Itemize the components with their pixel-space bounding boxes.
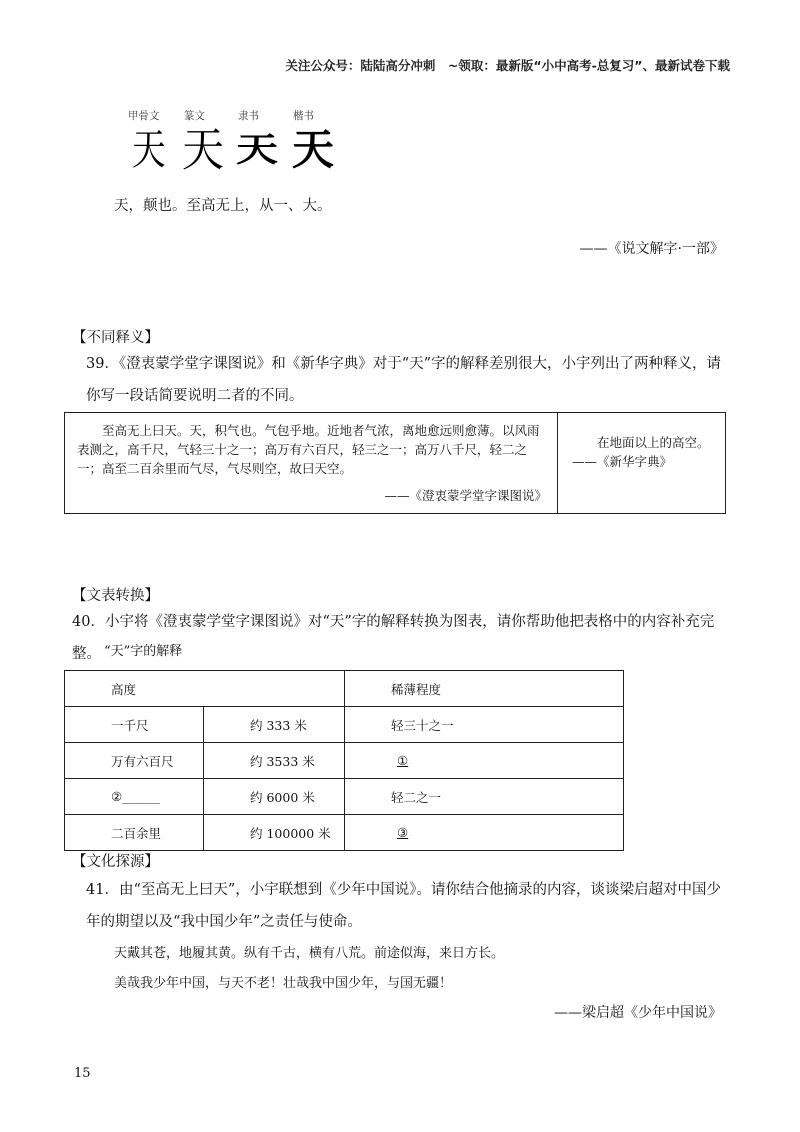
- label-seal-script: 篆文: [184, 110, 205, 122]
- header-height: 高度: [65, 671, 345, 707]
- table-title: “天”字的解释: [104, 644, 183, 659]
- poem-line-2: 美哉我少年中国，与天不老！壮哉我中国少年，与国无疆！: [114, 976, 453, 991]
- question-40: 40．小宇将《澄衷蒙学堂字课图说》对“天”字的解释转换为图表，请你帮助他把表格中的内容补充完整。: [72, 614, 715, 662]
- question-39: 39．《澄衷蒙学堂字课图说》和《新华字典》对于“天”字的解释差别很大，小宇列出了两种释义，请你写一段话简要说明二者的不同。: [86, 356, 722, 404]
- poem-line-1: 天戴其苍，地履其黄。纵有千古，横有八荒。前途似海，来日方长。: [114, 946, 505, 961]
- label-oracle-bone: 甲骨文: [128, 110, 160, 122]
- cell-height-meters: 约 100000 米: [204, 815, 345, 851]
- header-thinness: 稀薄程度: [345, 671, 624, 707]
- cell-height-ancient: 万有六百尺: [65, 743, 204, 779]
- cell-thinness: 轻二之一: [345, 779, 624, 815]
- shuowen-definition: 天，颠也。至高无上，从一、大。: [114, 198, 332, 214]
- answer-blank-3[interactable]: [345, 815, 624, 851]
- label-clerical-script: 隶书: [238, 110, 259, 122]
- cell-height-meters: 约 6000 米: [204, 779, 345, 815]
- blank-3-marker: ③: [397, 825, 409, 840]
- cell-height-ancient: 二百余里: [65, 815, 204, 851]
- question-41: 41．由“至高无上曰天”，小宇联想到《少年中国说》。请你结合他摘录的内容，谈谈梁启超对中国少年的期望以及“我中国少年”之责任与使命。: [86, 882, 722, 930]
- tian-explanation-table: [64, 670, 624, 851]
- glyph-seal-script: 天: [182, 122, 225, 177]
- page-header: 关注公众号：陆陆高分冲刺 ~领取：最新版“小中高考-总复习”、最新试卷下载: [285, 58, 730, 73]
- section-heading-culture: 【文化探源】: [72, 854, 159, 870]
- poem-source: ——梁启超《少年中国说》: [554, 1005, 722, 1021]
- answer-blank-2[interactable]: ②______: [65, 779, 204, 815]
- section-heading-different-meanings: 【不同释义】: [72, 330, 159, 346]
- table-row: [65, 707, 624, 743]
- cell-height-meters: 约 3533 米: [204, 743, 345, 779]
- cell-thinness: 轻三十之一: [345, 707, 624, 743]
- cell-height-ancient: 一千尺: [65, 707, 204, 743]
- definition-comparison-table: [64, 412, 726, 514]
- cell-height-meters: 约 333 米: [204, 707, 345, 743]
- table-row: [65, 779, 624, 815]
- chengzhong-quote: 至高无上曰天。天，积气也。气包乎地。近地者气浓，离地愈远则愈薄。以风雨表测之，高千尺，气轻三十之一；高万有六百尺，轻三之一；高万八千尺，轻二之一；高至二百余里而气尽，气尽则空，故曰天空。: [77, 423, 540, 476]
- xinhua-quote: 在地面以上的高空。——《新华字典》: [572, 435, 710, 469]
- label-regular-script: 楷书: [293, 110, 314, 122]
- chengzhong-source: ——《澄衷蒙学堂字课图说》: [384, 488, 547, 503]
- table-header-row: [65, 671, 624, 707]
- section-heading-text-table: 【文表转换】: [72, 588, 159, 604]
- shuowen-source: ——《说文解字·一部》: [579, 241, 724, 257]
- chengzhong-definition-cell: [65, 413, 558, 514]
- page-number: 15: [74, 1066, 91, 1081]
- table-row: [65, 743, 624, 779]
- table-row: [65, 815, 624, 851]
- glyph-oracle-bone: 天: [132, 125, 165, 174]
- xinhua-definition-cell: [558, 413, 726, 514]
- answer-blank-1[interactable]: [345, 743, 624, 779]
- blank-1-marker: ①: [397, 753, 409, 768]
- glyph-regular-script: 天: [292, 125, 335, 174]
- glyph-clerical-script: 天: [236, 130, 279, 170]
